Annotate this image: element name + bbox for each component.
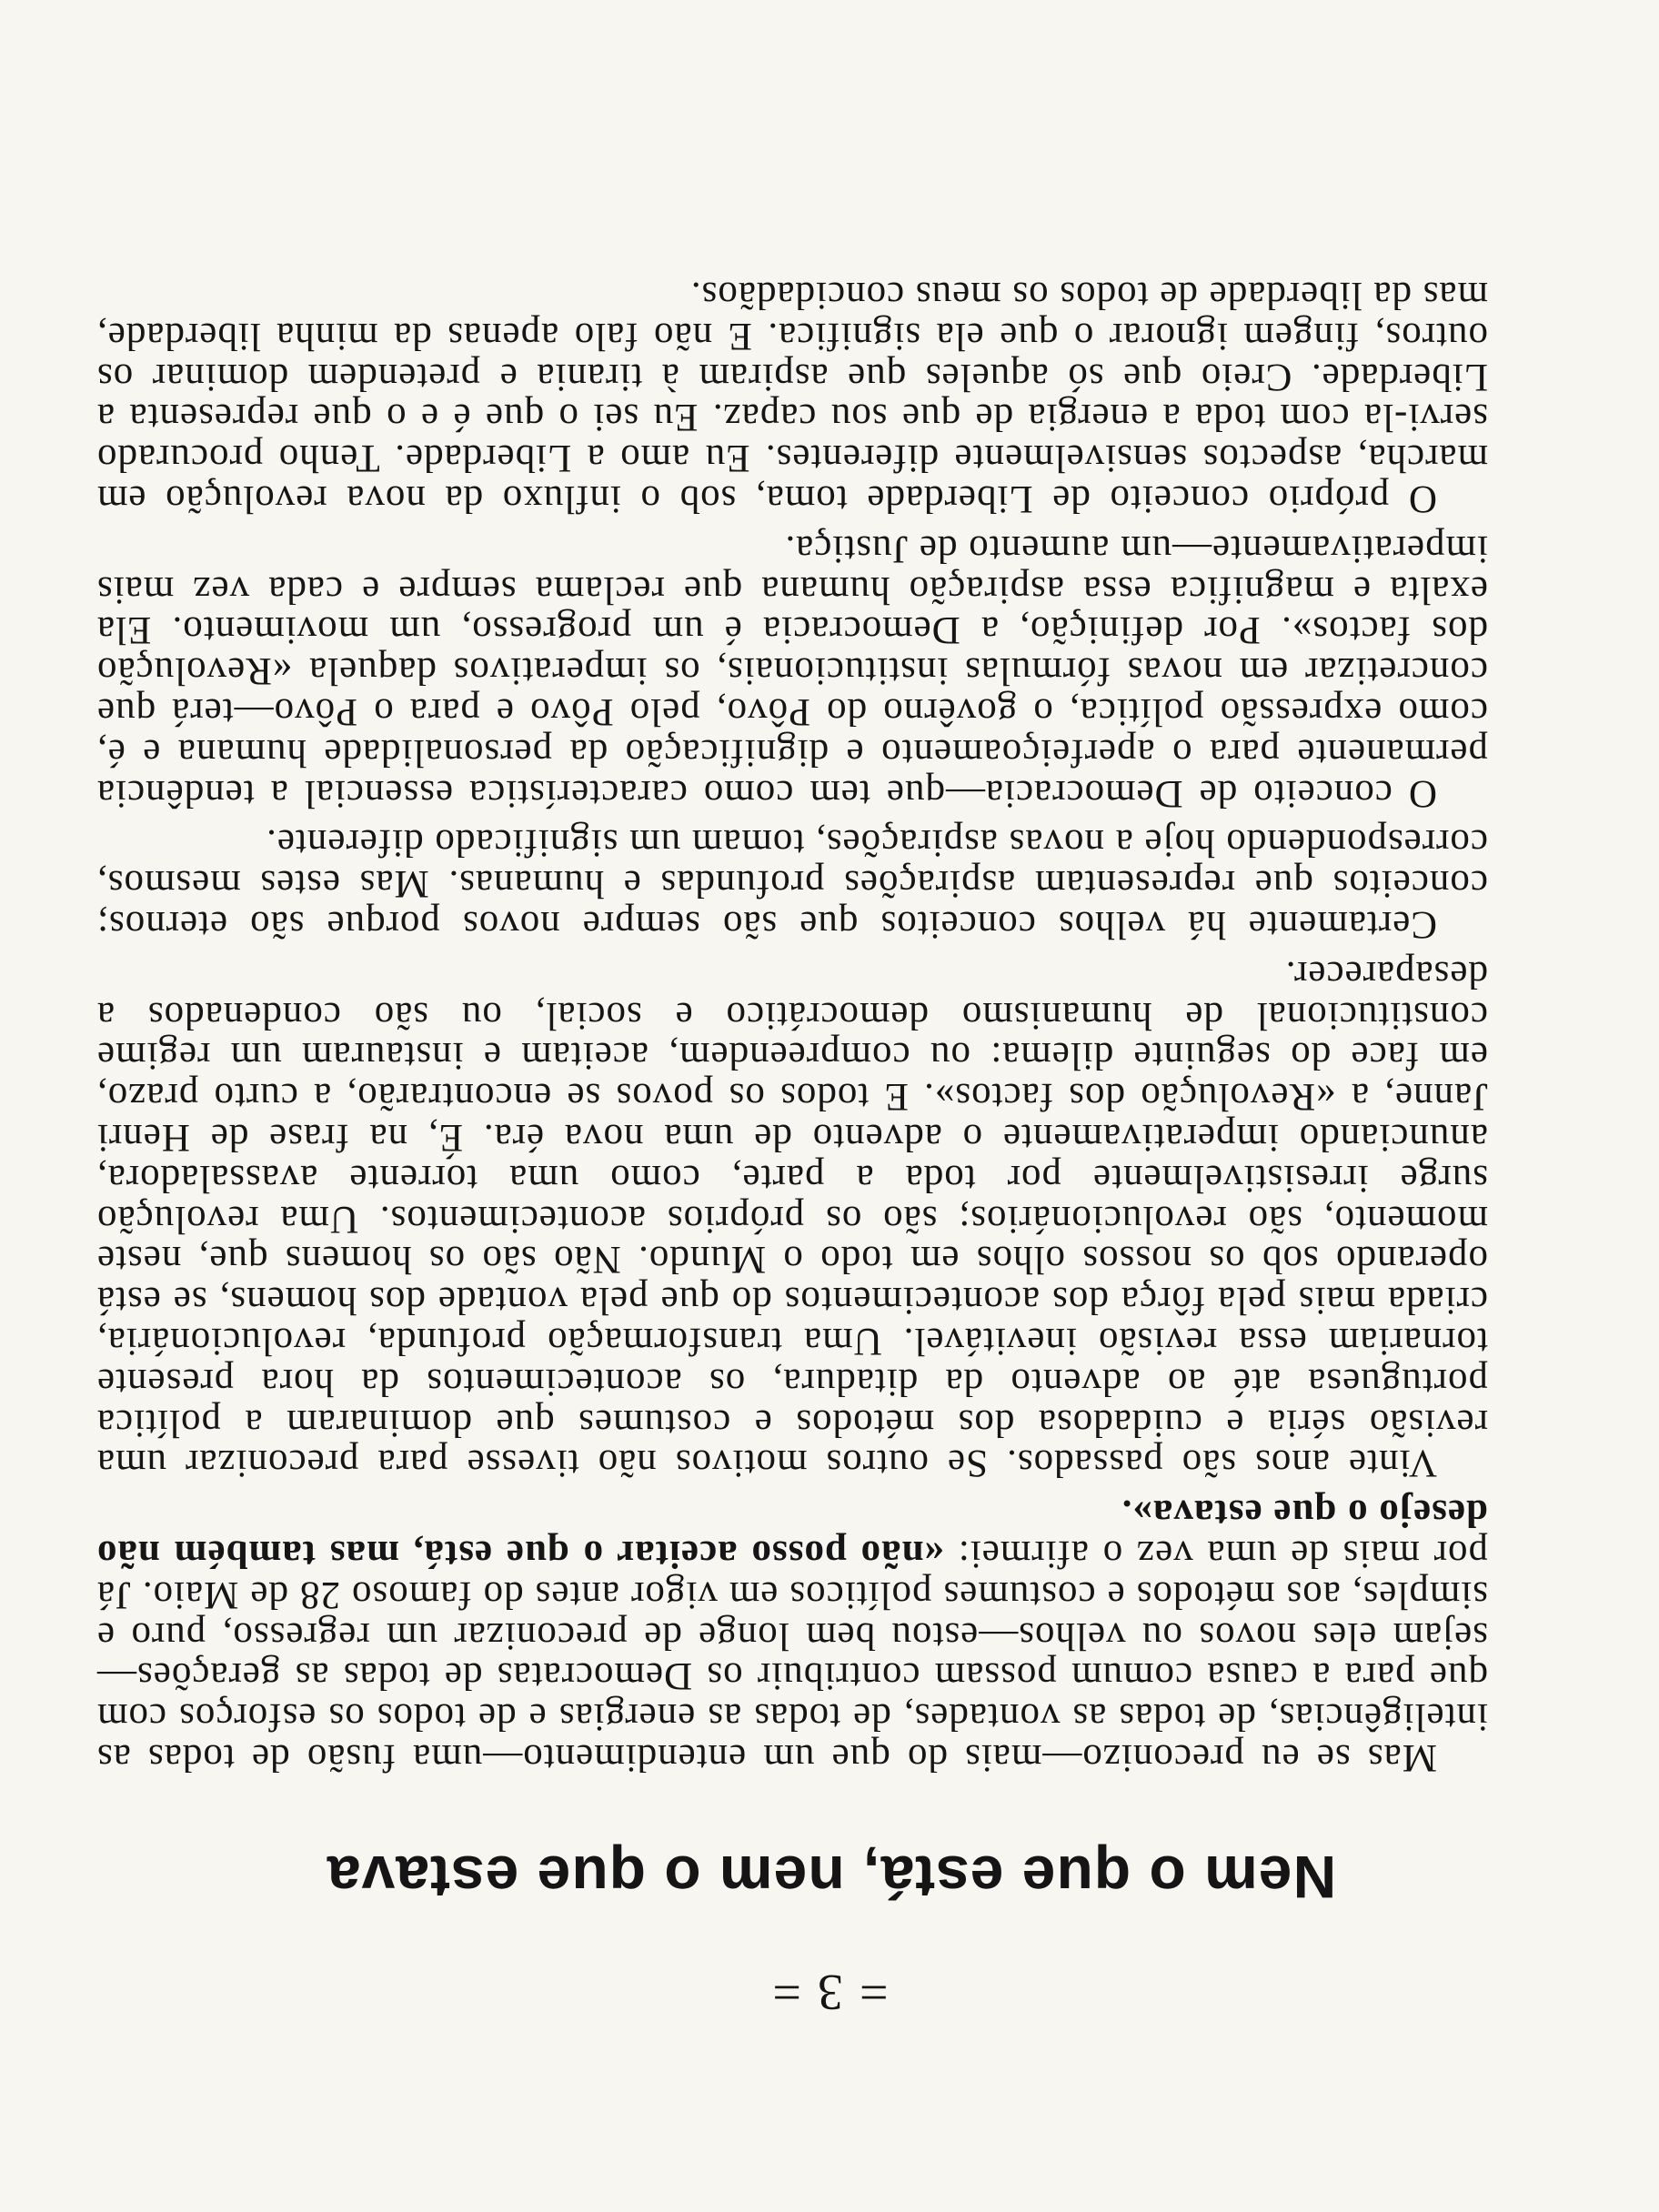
paragraph-1 <box>96 1492 1488 1777</box>
paragraph-text: O próprio conceito de Liberdade toma, sob o influxo da nova revolução em marcha, aspectos sensivelmente diferentes. Eu amo a Liberdade. Tenho procurado servi-la com toda a energia de que sou capaz. Eu sei o que é e o que representa a Liberdade. Creio que só aqueles que aspiram à tirania e pretendem dominar os outros, fingem ignorar o que ela significa. E não falo apenas da minha liberdade, mas da liberdade de todos os meus concidadãos. <box>96 274 1488 521</box>
paragraph-3 <box>96 821 1488 947</box>
paragraph-text: Certamente há velhos conceitos que são sempre novos porque são eternos; conceitos que representam aspirações profundas e humanas. Mas estes mesmos, correspondendo hoje a novas aspirações, tomam um significado diferente. <box>96 821 1488 947</box>
paragraph-5 <box>96 274 1488 521</box>
body-text <box>96 274 1488 1777</box>
paragraph-text: Mas se eu preconizo—mais do que um entendimento—uma fusão de todas as inteligências, de todas as vontades, de todas as energias e de todos os esforços com que para a causa comum possam contribuir os Democratas de todas as gerações—sejam eles novos ou velhos—estou bem longe de preconizar um regresso, puro e simples, aos métodos e costumes políticos em vigor antes do famoso 28 de Maio. Já por mais de uma vez o afirmei: <box>96 1533 1488 1779</box>
page-title: Nem o que está, nem o que estava <box>326 1844 1337 1911</box>
page-number: = 3 = <box>770 1964 889 2020</box>
paragraph-4 <box>96 528 1488 813</box>
paragraph-2 <box>96 953 1488 1483</box>
emphasis-quote: «não posso aceitar o que está, mas também não desejo o que estava». <box>96 1492 1488 1576</box>
paragraph-text: Vinte anos são passados. Se outros motivos não tivesse para preconizar uma revisão séria e cuidadosa dos métodos e costumes que dominaram a política portuguesa até ao advento da ditadura, os acontecimentos da hora presente tornariam essa revisão inevitável. Uma transformação profunda, revolucionária, criada mais pela fôrça dos acontecimentos do que pela vontade dos homens, se está operando sob os nossos olhos em todo o Mundo. Não são os homens que, neste momento, são revolucionários; são os próprios acontecimentos. Uma revolução surge irresistivelmente por toda a parte, como uma torrente avassaladora, anunciando imperativamente o advento de uma nova éra. É, na frase de Henri Janne, a «Revolução dos factos». E todos os povos se encontrarão, a curto prazo, em face do seguinte dilema: ou compreendem, aceitam e instauram um regime constitucional de humanismo democrático e social, ou são condenados a desaparecer. <box>96 952 1488 1485</box>
paragraph-text: O conceito de Democracia—que tem como característica essencial a tendência permanente para o aperfeiçoamento e dignificação da personalidade humana e é, como expressão política, o govêrno do Pôvo, pelo Pôvo e para o Pôvo—terá que concretizar em novas fórmulas institucionais, os imperativos daquela «Revolução dos factos». Por definição, a Democracia é um progresso, um movimento. Ela exalta e magnifica essa aspiração humana que reclama sempre e cada vez mais imperativamente—um aumento de Justiça. <box>96 527 1488 815</box>
